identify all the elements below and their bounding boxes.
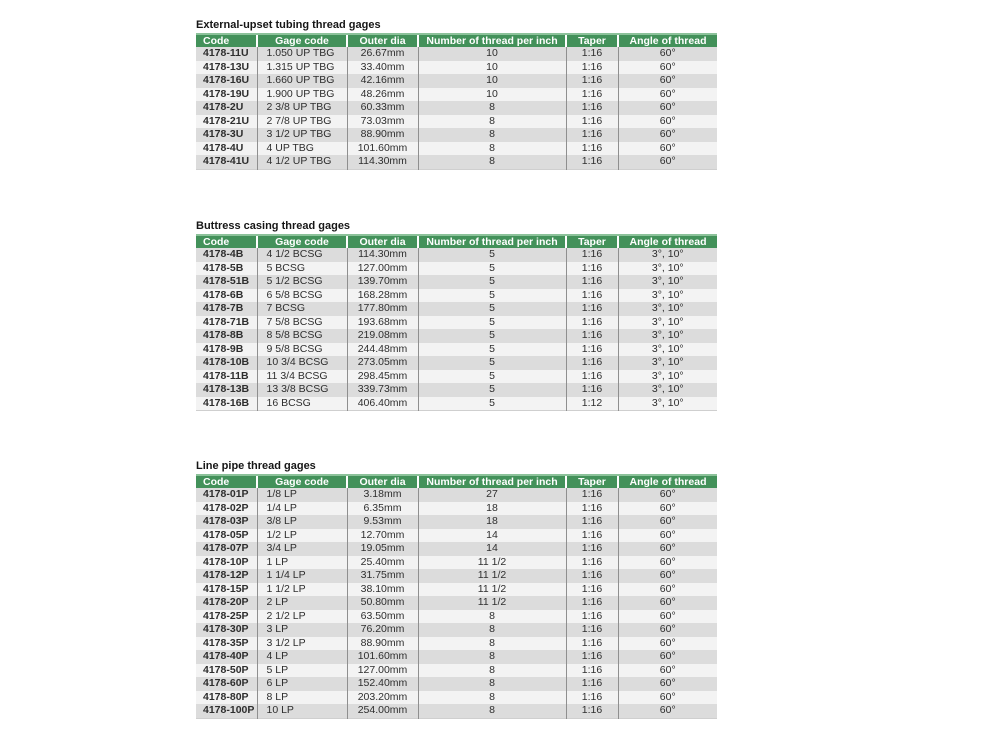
cell-code: 4178-60P — [203, 677, 249, 689]
header-row — [196, 34, 717, 47]
cell-taper: 1:16 — [566, 316, 618, 330]
cell-outer-dia: 139.70mm — [347, 275, 418, 289]
cell-taper: 1:16 — [566, 569, 618, 583]
cell-taper: 1:16 — [566, 596, 618, 610]
column-header-number-of-thread-per-inch: Number of thread per inch — [418, 34, 566, 47]
cell-code: 4178-35P — [203, 636, 249, 649]
table-row — [196, 356, 717, 370]
column-header-taper: Taper — [566, 475, 618, 488]
cell-outer-dia: 406.40mm — [347, 397, 418, 411]
cell-outer-dia: 60.33mm — [347, 101, 418, 115]
cell-outer-dia: 73.03mm — [347, 115, 418, 129]
cell-angle-of-thread: 3°, 10° — [618, 356, 717, 370]
cell-angle-of-thread: 3°, 10° — [618, 302, 717, 316]
cell-number-of-thread-per-inch: 27 — [418, 488, 566, 502]
cell-angle-of-thread: 60° — [618, 115, 717, 129]
cell-code: 4178-03P — [203, 515, 249, 527]
cell-number-of-thread-per-inch: 8 — [418, 610, 566, 624]
cell-taper: 1:16 — [566, 343, 618, 357]
header-row — [196, 475, 717, 488]
cell-number-of-thread-per-inch: 5 — [418, 316, 566, 330]
cell-code: 4178-71B — [203, 315, 250, 328]
table-row — [196, 397, 717, 411]
table-row — [196, 262, 717, 276]
cell-gage-code: 11 3/4 BCSG — [257, 370, 347, 384]
cell-code: 4178-25P — [203, 609, 249, 622]
cell-gage-code: 2 1/2 LP — [257, 610, 347, 624]
cell-outer-dia: 244.48mm — [347, 343, 418, 357]
cell-code: 4178-10B — [203, 356, 250, 368]
cell-taper: 1:16 — [566, 262, 618, 276]
cell-number-of-thread-per-inch: 18 — [418, 502, 566, 516]
cell-angle-of-thread: 60° — [618, 610, 717, 624]
cell-gage-code: 1 1/2 LP — [257, 583, 347, 597]
cell-number-of-thread-per-inch: 14 — [418, 542, 566, 556]
table-row — [196, 343, 717, 357]
table-row — [196, 704, 717, 718]
cell-number-of-thread-per-inch: 5 — [418, 302, 566, 316]
table-row — [196, 556, 717, 570]
cell-code: 4178-8B — [203, 329, 244, 341]
cell-angle-of-thread: 60° — [618, 596, 717, 610]
cell-code: 4178-16B — [203, 396, 250, 409]
cell-gage-code: 1/4 LP — [257, 502, 347, 516]
cell-angle-of-thread: 60° — [618, 691, 717, 705]
cell-gage-code: 9 5/8 BCSG — [257, 343, 347, 357]
cell-gage-code: 2 3/8 UP TBG — [257, 101, 347, 115]
table-row — [196, 74, 717, 88]
cell-angle-of-thread: 60° — [618, 569, 717, 583]
cell-code: 4178-05P — [203, 528, 249, 541]
cell-number-of-thread-per-inch: 10 — [418, 88, 566, 102]
cell-gage-code: 10 3/4 BCSG — [257, 356, 347, 370]
cell-outer-dia: 42.16mm — [347, 74, 418, 88]
cell-number-of-thread-per-inch: 5 — [418, 248, 566, 262]
cell-gage-code: 4 1/2 BCSG — [257, 248, 347, 262]
table-row — [196, 637, 717, 651]
column-header-outer-dia: Outer dia — [347, 235, 418, 248]
table-row — [196, 47, 717, 61]
cell-number-of-thread-per-inch: 11 1/2 — [418, 556, 566, 570]
cell-outer-dia: 127.00mm — [347, 262, 418, 276]
cell-angle-of-thread: 60° — [618, 88, 717, 102]
cell-angle-of-thread: 60° — [618, 556, 717, 570]
cell-taper: 1:16 — [566, 502, 618, 516]
table-title: Buttress casing thread gages — [196, 220, 351, 232]
column-header-angle-of-thread: Angle of thread — [618, 235, 717, 248]
cell-angle-of-thread: 60° — [618, 61, 717, 75]
table-row — [196, 664, 717, 678]
cell-number-of-thread-per-inch: 18 — [418, 515, 566, 529]
cell-gage-code: 2 7/8 UP TBG — [257, 115, 347, 129]
column-header-code: Code — [196, 34, 257, 47]
table-row — [196, 515, 717, 529]
cell-angle-of-thread: 3°, 10° — [618, 248, 717, 262]
cell-angle-of-thread: 3°, 10° — [618, 262, 717, 276]
cell-number-of-thread-per-inch: 10 — [418, 74, 566, 88]
cell-number-of-thread-per-inch: 8 — [418, 128, 566, 142]
cell-angle-of-thread: 3°, 10° — [618, 289, 717, 303]
cell-code: 4178-11U — [203, 47, 249, 59]
cell-number-of-thread-per-inch: 8 — [418, 101, 566, 115]
cell-taper: 1:16 — [566, 155, 618, 169]
cell-outer-dia: 38.10mm — [347, 583, 418, 597]
cell-outer-dia: 114.30mm — [347, 155, 418, 169]
cell-angle-of-thread: 60° — [618, 637, 717, 651]
cell-angle-of-thread: 60° — [618, 704, 717, 718]
cell-outer-dia: 76.20mm — [347, 623, 418, 637]
cell-taper: 1:16 — [566, 88, 618, 102]
cell-number-of-thread-per-inch: 5 — [418, 289, 566, 303]
table-row — [196, 569, 717, 583]
cell-angle-of-thread: 60° — [618, 47, 717, 61]
column-header-gage-code: Gage code — [257, 235, 347, 248]
cell-number-of-thread-per-inch: 10 — [418, 47, 566, 61]
cell-number-of-thread-per-inch: 8 — [418, 691, 566, 705]
cell-number-of-thread-per-inch: 5 — [418, 356, 566, 370]
table-row — [196, 248, 717, 262]
cell-code: 4178-100P — [203, 704, 255, 716]
table-row — [196, 289, 717, 303]
cell-taper: 1:16 — [566, 370, 618, 384]
cell-taper: 1:16 — [566, 664, 618, 678]
cell-taper: 1:16 — [566, 74, 618, 88]
cell-number-of-thread-per-inch: 14 — [418, 529, 566, 543]
cell-gage-code: 5 BCSG — [257, 262, 347, 276]
cell-number-of-thread-per-inch: 8 — [418, 704, 566, 718]
cell-angle-of-thread: 3°, 10° — [618, 275, 717, 289]
cell-number-of-thread-per-inch: 8 — [418, 637, 566, 651]
cell-outer-dia: 273.05mm — [347, 356, 418, 370]
cell-outer-dia: 339.73mm — [347, 383, 418, 397]
table-row — [196, 302, 717, 316]
cell-taper: 1:16 — [566, 47, 618, 61]
cell-taper: 1:16 — [566, 115, 618, 129]
cell-angle-of-thread: 60° — [618, 677, 717, 691]
cell-angle-of-thread: 60° — [618, 74, 717, 88]
table-row — [196, 677, 717, 691]
cell-outer-dia: 193.68mm — [347, 316, 418, 330]
cell-code: 4178-41U — [203, 155, 250, 167]
cell-number-of-thread-per-inch: 11 1/2 — [418, 569, 566, 583]
external-upset-tubing-table — [196, 33, 717, 170]
cell-code: 4178-51B — [203, 275, 250, 287]
cell-angle-of-thread: 3°, 10° — [618, 370, 717, 384]
cell-taper: 1:16 — [566, 128, 618, 142]
cell-taper: 1:16 — [566, 637, 618, 651]
table-row — [196, 329, 717, 343]
cell-code: 4178-13U — [203, 60, 250, 73]
cell-taper: 1:16 — [566, 677, 618, 691]
cell-gage-code: 3/8 LP — [257, 515, 347, 529]
cell-outer-dia: 101.60mm — [347, 142, 418, 156]
cell-outer-dia: 127.00mm — [347, 664, 418, 678]
cell-gage-code: 13 3/8 BCSG — [257, 383, 347, 397]
cell-taper: 1:16 — [566, 650, 618, 664]
table-row — [196, 155, 717, 169]
cell-taper: 1:16 — [566, 556, 618, 570]
cell-outer-dia: 26.67mm — [347, 47, 418, 61]
cell-outer-dia: 9.53mm — [347, 515, 418, 529]
cell-code: 4178-13B — [203, 383, 250, 395]
table-row — [196, 316, 717, 330]
cell-angle-of-thread: 3°, 10° — [618, 316, 717, 330]
cell-code: 4178-01P — [203, 488, 249, 500]
cell-angle-of-thread: 3°, 10° — [618, 343, 717, 357]
cell-gage-code: 1.050 UP TBG — [257, 47, 347, 61]
table-row — [196, 623, 717, 637]
cell-outer-dia: 152.40mm — [347, 677, 418, 691]
cell-gage-code: 10 LP — [257, 704, 347, 718]
table-row — [196, 88, 717, 102]
cell-outer-dia: 63.50mm — [347, 610, 418, 624]
column-header-code: Code — [196, 235, 257, 248]
column-header-taper: Taper — [566, 235, 618, 248]
cell-gage-code: 4 LP — [257, 650, 347, 664]
cell-angle-of-thread: 3°, 10° — [618, 383, 717, 397]
cell-gage-code: 4 UP TBG — [257, 142, 347, 156]
cell-taper: 1:16 — [566, 488, 618, 502]
cell-outer-dia: 19.05mm — [347, 542, 418, 556]
cell-outer-dia: 219.08mm — [347, 329, 418, 343]
cell-number-of-thread-per-inch: 11 1/2 — [418, 596, 566, 610]
cell-number-of-thread-per-inch: 8 — [418, 664, 566, 678]
cell-code: 4178-6B — [203, 288, 244, 301]
table-row — [196, 142, 717, 156]
column-header-gage-code: Gage code — [257, 475, 347, 488]
cell-outer-dia: 203.20mm — [347, 691, 418, 705]
cell-taper: 1:16 — [566, 248, 618, 262]
cell-taper: 1:16 — [566, 515, 618, 529]
table-row — [196, 61, 717, 75]
cell-gage-code: 1 1/4 LP — [257, 569, 347, 583]
table-row — [196, 502, 717, 516]
cell-code: 4178-40P — [203, 650, 249, 662]
cell-gage-code: 1/2 LP — [257, 529, 347, 543]
cell-taper: 1:12 — [566, 397, 618, 411]
cell-outer-dia: 298.45mm — [347, 370, 418, 384]
cell-taper: 1:16 — [566, 529, 618, 543]
cell-gage-code: 1.315 UP TBG — [257, 61, 347, 75]
cell-code: 4178-80P — [203, 690, 249, 703]
cell-number-of-thread-per-inch: 5 — [418, 370, 566, 384]
section-external-upset-tubing — [196, 20, 717, 170]
cell-number-of-thread-per-inch: 8 — [418, 142, 566, 156]
table-row — [196, 115, 717, 129]
cell-gage-code: 2 LP — [257, 596, 347, 610]
cell-code: 4178-07P — [203, 542, 249, 554]
cell-gage-code: 3 1/2 LP — [257, 637, 347, 651]
cell-angle-of-thread: 3°, 10° — [618, 329, 717, 343]
table-row — [196, 650, 717, 664]
cell-number-of-thread-per-inch: 8 — [418, 677, 566, 691]
cell-taper: 1:16 — [566, 623, 618, 637]
cell-gage-code: 5 1/2 BCSG — [257, 275, 347, 289]
cell-number-of-thread-per-inch: 8 — [418, 155, 566, 169]
cell-gage-code: 1/8 LP — [257, 488, 347, 502]
cell-number-of-thread-per-inch: 5 — [418, 343, 566, 357]
cell-angle-of-thread: 60° — [618, 529, 717, 543]
table-title: External-upset tubing thread gages — [196, 19, 381, 31]
cell-code: 4178-20P — [203, 596, 249, 608]
cell-taper: 1:16 — [566, 302, 618, 316]
cell-angle-of-thread: 60° — [618, 142, 717, 156]
cell-number-of-thread-per-inch: 11 1/2 — [418, 583, 566, 597]
line-pipe-table — [196, 474, 717, 719]
cell-angle-of-thread: 60° — [618, 515, 717, 529]
cell-code: 4178-50P — [203, 663, 249, 676]
cell-outer-dia: 254.00mm — [347, 704, 418, 718]
cell-angle-of-thread: 60° — [618, 650, 717, 664]
cell-code: 4178-9B — [203, 342, 244, 355]
cell-number-of-thread-per-inch: 10 — [418, 61, 566, 75]
cell-outer-dia: 177.80mm — [347, 302, 418, 316]
cell-number-of-thread-per-inch: 8 — [418, 115, 566, 129]
cell-number-of-thread-per-inch: 8 — [418, 650, 566, 664]
column-header-angle-of-thread: Angle of thread — [618, 475, 717, 488]
cell-gage-code: 3 LP — [257, 623, 347, 637]
cell-taper: 1:16 — [566, 610, 618, 624]
table-row — [196, 488, 717, 502]
column-header-number-of-thread-per-inch: Number of thread per inch — [418, 475, 566, 488]
cell-angle-of-thread: 60° — [618, 502, 717, 516]
cell-code: 4178-15P — [203, 582, 249, 595]
cell-taper: 1:16 — [566, 542, 618, 556]
cell-angle-of-thread: 60° — [618, 583, 717, 597]
cell-gage-code: 3/4 LP — [257, 542, 347, 556]
cell-gage-code: 1 LP — [257, 556, 347, 570]
cell-outer-dia: 114.30mm — [347, 248, 418, 262]
cell-taper: 1:16 — [566, 275, 618, 289]
cell-outer-dia: 6.35mm — [347, 502, 418, 516]
cell-angle-of-thread: 60° — [618, 488, 717, 502]
table-row — [196, 583, 717, 597]
table-row — [196, 383, 717, 397]
cell-taper: 1:16 — [566, 329, 618, 343]
cell-outer-dia: 168.28mm — [347, 289, 418, 303]
cell-outer-dia: 31.75mm — [347, 569, 418, 583]
cell-gage-code: 7 BCSG — [257, 302, 347, 316]
cell-taper: 1:16 — [566, 704, 618, 718]
cell-angle-of-thread: 3°, 10° — [618, 397, 717, 411]
cell-taper: 1:16 — [566, 61, 618, 75]
cell-outer-dia: 101.60mm — [347, 650, 418, 664]
cell-outer-dia: 88.90mm — [347, 637, 418, 651]
section-buttress-casing — [196, 221, 717, 411]
buttress-casing-table — [196, 234, 717, 411]
cell-gage-code: 1.660 UP TBG — [257, 74, 347, 88]
cell-gage-code: 4 1/2 UP TBG — [257, 155, 347, 169]
table-row — [196, 128, 717, 142]
cell-code: 4178-7B — [203, 302, 244, 314]
cell-code: 4178-10P — [203, 555, 249, 568]
column-header-angle-of-thread: Angle of thread — [618, 34, 717, 47]
cell-taper: 1:16 — [566, 583, 618, 597]
cell-code: 4178-4U — [203, 141, 244, 154]
cell-outer-dia: 50.80mm — [347, 596, 418, 610]
cell-code: 4178-2U — [203, 101, 244, 113]
table-row — [196, 610, 717, 624]
table-row — [196, 370, 717, 384]
cell-code: 4178-12P — [203, 569, 249, 581]
table-title: Line pipe thread gages — [196, 460, 316, 472]
cell-number-of-thread-per-inch: 5 — [418, 262, 566, 276]
cell-code: 4178-16U — [203, 74, 250, 86]
cell-code: 4178-5B — [203, 261, 244, 274]
cell-number-of-thread-per-inch: 5 — [418, 275, 566, 289]
column-header-outer-dia: Outer dia — [347, 475, 418, 488]
cell-code: 4178-02P — [203, 501, 249, 514]
cell-taper: 1:16 — [566, 691, 618, 705]
cell-code: 4178-21U — [203, 114, 250, 127]
cell-outer-dia: 33.40mm — [347, 61, 418, 75]
column-header-outer-dia: Outer dia — [347, 34, 418, 47]
table-row — [196, 542, 717, 556]
cell-gage-code: 6 5/8 BCSG — [257, 289, 347, 303]
cell-taper: 1:16 — [566, 383, 618, 397]
cell-outer-dia: 48.26mm — [347, 88, 418, 102]
cell-outer-dia: 3.18mm — [347, 488, 418, 502]
cell-gage-code: 1.900 UP TBG — [257, 88, 347, 102]
cell-taper: 1:16 — [566, 101, 618, 115]
cell-code: 4178-11B — [203, 369, 249, 382]
cell-taper: 1:16 — [566, 356, 618, 370]
cell-number-of-thread-per-inch: 5 — [418, 383, 566, 397]
column-header-gage-code: Gage code — [257, 34, 347, 47]
cell-gage-code: 8 LP — [257, 691, 347, 705]
cell-gage-code: 16 BCSG — [257, 397, 347, 411]
cell-gage-code: 7 5/8 BCSG — [257, 316, 347, 330]
section-line-pipe — [196, 461, 717, 719]
column-header-taper: Taper — [566, 34, 618, 47]
cell-gage-code: 6 LP — [257, 677, 347, 691]
cell-angle-of-thread: 60° — [618, 542, 717, 556]
table-row — [196, 101, 717, 115]
table-row — [196, 596, 717, 610]
cell-number-of-thread-per-inch: 8 — [418, 623, 566, 637]
cell-gage-code: 3 1/2 UP TBG — [257, 128, 347, 142]
cell-outer-dia: 88.90mm — [347, 128, 418, 142]
cell-gage-code: 8 5/8 BCSG — [257, 329, 347, 343]
cell-angle-of-thread: 60° — [618, 155, 717, 169]
cell-gage-code: 5 LP — [257, 664, 347, 678]
header-row — [196, 235, 717, 248]
cell-angle-of-thread: 60° — [618, 128, 717, 142]
cell-code: 4178-4B — [203, 248, 244, 260]
cell-angle-of-thread: 60° — [618, 664, 717, 678]
cell-code: 4178-3U — [203, 128, 244, 140]
cell-angle-of-thread: 60° — [618, 101, 717, 115]
cell-angle-of-thread: 60° — [618, 623, 717, 637]
column-header-number-of-thread-per-inch: Number of thread per inch — [418, 235, 566, 248]
cell-code: 4178-30P — [203, 623, 249, 635]
table-row — [196, 275, 717, 289]
cell-outer-dia: 12.70mm — [347, 529, 418, 543]
cell-taper: 1:16 — [566, 289, 618, 303]
cell-number-of-thread-per-inch: 5 — [418, 329, 566, 343]
column-header-code: Code — [196, 475, 257, 488]
cell-taper: 1:16 — [566, 142, 618, 156]
table-row — [196, 529, 717, 543]
table-row — [196, 691, 717, 705]
cell-code: 4178-19U — [203, 87, 250, 100]
cell-number-of-thread-per-inch: 5 — [418, 397, 566, 411]
cell-outer-dia: 25.40mm — [347, 556, 418, 570]
